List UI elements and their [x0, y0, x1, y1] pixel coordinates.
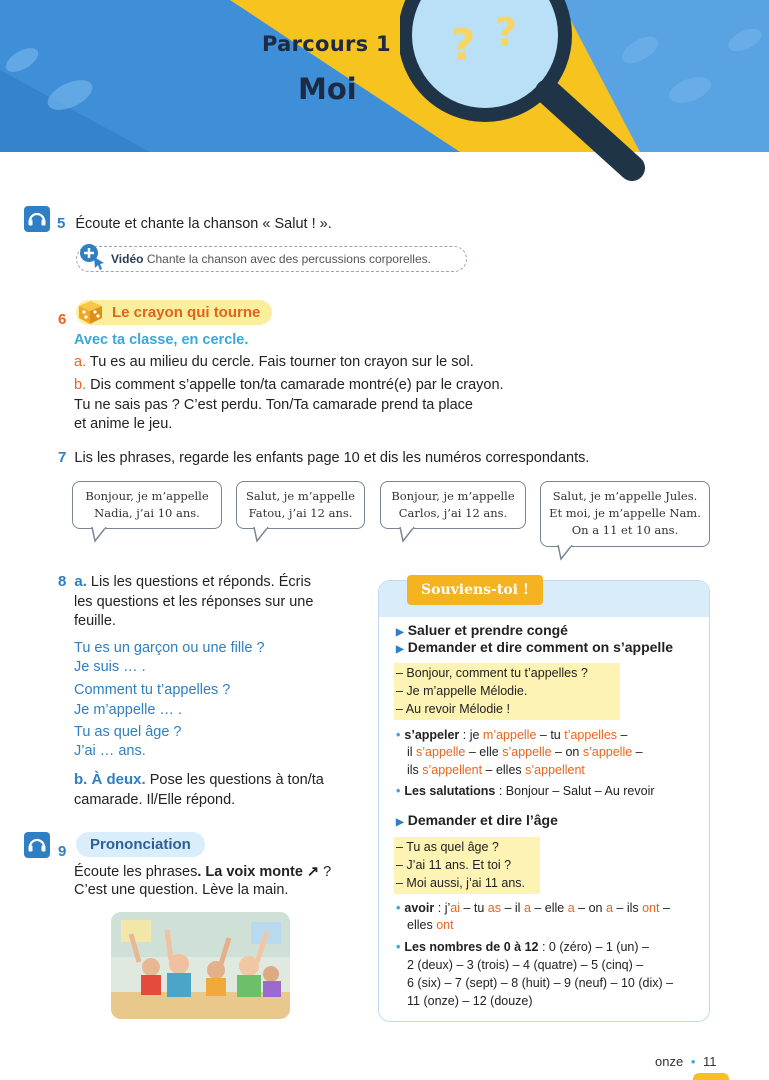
- dialog-line: – Bonjour, comment tu t’appelles ?: [396, 666, 588, 680]
- dice-icon: [75, 297, 105, 327]
- speech-bubble-fatou: Salut, je m’appelle Fatou, j’ai 12 ans.: [236, 481, 365, 529]
- triangle-bullet-icon: ▶: [396, 627, 404, 638]
- avoir-conjugation-line2: elles ont: [407, 918, 454, 932]
- bubble-tail: [398, 527, 418, 543]
- heading-saluer: ▶ Saluer et prendre congé: [396, 622, 568, 638]
- question-line: Tu as quel âge ?: [74, 724, 182, 740]
- answer-line: J’ai … ans.: [74, 743, 146, 759]
- sappeler-conjugation-line2: il s’appelle – elle s’appelle – on s’appelle –: [407, 745, 643, 759]
- souviens-toi-label: Souviens-toi !: [407, 575, 543, 605]
- exercise-6-b-line2: Tu ne sais pas ? C’est perdu. Ton/Ta camarade prend ta place: [74, 397, 473, 413]
- answer-line: Je suis … .: [74, 659, 146, 675]
- nombres-line3: 6 (six) – 7 (sept) – 8 (huit) – 9 (neuf) – 10 (dix) –: [407, 976, 674, 990]
- bubble-tail: [90, 527, 110, 543]
- exercise-8-a-line3: feuille.: [74, 613, 116, 629]
- speech-bubble-carlos: Bonjour, je m’appelle Carlos, j’ai 12 ans.: [380, 481, 526, 529]
- classroom-photo: [111, 912, 290, 1019]
- exercise-8-a: 8 a. Lis les questions et réponds. Écris: [58, 573, 311, 590]
- pronunciation-label: Prononciation: [76, 832, 205, 857]
- exercise-9-number: 9: [58, 843, 67, 860]
- headphones-icon[interactable]: [24, 206, 50, 232]
- dialog-line: – Tu as quel âge ?: [396, 840, 499, 854]
- video-plus-cursor-icon[interactable]: [78, 242, 108, 272]
- exercise-6-number: 6: [58, 311, 67, 328]
- exercise-6-b-line3: et anime le jeu.: [74, 416, 173, 432]
- parcours-title: Parcours 1: [262, 32, 391, 56]
- exercise-instruction: Écoute et chante la chanson « Salut ! ».: [75, 216, 332, 232]
- nombres-line4: 11 (onze) – 12 (douze): [407, 994, 533, 1008]
- dialog-line: – Je m’appelle Mélodie.: [396, 684, 528, 698]
- bullet-icon: •: [396, 901, 401, 915]
- header-blue-band: [0, 0, 769, 152]
- exercise-instruction: Lis les phrases, regarde les enfants page 10 et dis les numéros correspondants.: [74, 450, 590, 466]
- nombres-line2: 2 (deux) – 3 (trois) – 4 (quatre) – 5 (cinq) –: [407, 958, 644, 972]
- sappeler-conjugation: • s’appeler : je m’appelle – tu t’appelles –: [396, 728, 628, 742]
- triangle-bullet-icon: ▶: [396, 817, 404, 828]
- exercise-8-a-line2: les questions et les réponses sur une: [74, 594, 314, 610]
- exercise-9-line1: Écoute les phrases. La voix monte ↗ ?: [74, 864, 332, 880]
- bubble-tail: [252, 527, 272, 543]
- exercise-6-a: a. Tu es au milieu du cercle. Fais tourner ton crayon sur le sol.: [74, 354, 474, 370]
- dialog-line: – Au revoir Mélodie !: [396, 702, 510, 716]
- exercise-6-title: Le crayon qui tourne: [76, 300, 272, 325]
- bullet-icon: •: [690, 1054, 696, 1069]
- rising-arrow-icon: ↗: [302, 864, 320, 880]
- sappeler-conjugation-line3: ils s’appellent – elles s’appellent: [407, 763, 585, 777]
- triangle-bullet-icon: ▶: [396, 644, 404, 655]
- bullet-icon: •: [396, 784, 401, 798]
- page-header: [0, 0, 769, 152]
- page-tab: [693, 1073, 729, 1080]
- exercise-8-b-line2: camarade. Il/Elle répond.: [74, 792, 236, 808]
- avoir-conjugation: • avoir : j’ai – tu as – il a – elle a – on a – ils ont –: [396, 901, 670, 915]
- question-line: Tu es un garçon ou une fille ?: [74, 640, 265, 656]
- video-link[interactable]: [76, 246, 467, 272]
- parcours-subtitle: Moi: [298, 72, 357, 106]
- svg-text:?: ?: [495, 10, 518, 54]
- question-line: Comment tu t’appelles ?: [74, 682, 231, 698]
- exercise-number: 5: [57, 215, 66, 232]
- svg-text:?: ?: [450, 20, 476, 71]
- exercise-7: [58, 448, 589, 468]
- exercise-5: [57, 214, 332, 234]
- bullet-icon: •: [396, 728, 401, 742]
- bullet-icon: •: [396, 940, 401, 954]
- dialog-line: – Moi aussi, j’ai 11 ans.: [396, 876, 525, 890]
- video-text: Chante la chanson avec des percussions corporelles.: [146, 252, 431, 266]
- exercise-number: 7: [58, 449, 67, 466]
- video-label: Vidéo: [111, 252, 144, 266]
- nombres-line1: • Les nombres de 0 à 12 : 0 (zéro) – 1 (un) –: [396, 940, 649, 954]
- speech-bubble-nadia: Bonjour, je m’appelle Nadia, j’ai 10 ans.: [72, 481, 222, 529]
- headphones-icon[interactable]: [24, 832, 50, 858]
- speech-bubble-jules-nam: Salut, je m’appelle Jules. Et moi, je m’appelle Nam. On a 11 et 10 ans.: [540, 481, 710, 547]
- heading-age: ▶ Demander et dire l’âge: [396, 812, 558, 828]
- exercise-8-b: b. À deux. Pose les questions à ton/ta: [74, 771, 324, 788]
- page-number: onze • 11: [655, 1054, 717, 1069]
- answer-line: Je m’appelle … .: [74, 702, 182, 718]
- exercise-9-line2: C’est une question. Lève la main.: [74, 882, 289, 898]
- heading-sappeler: ▶ Demander et dire comment on s’appelle: [396, 639, 673, 655]
- bubble-tail: [556, 545, 576, 561]
- exercise-6-subtitle: Avec ta classe, en cercle.: [74, 332, 249, 348]
- salutations-line: • Les salutations : Bonjour – Salut – Au revoir: [396, 784, 655, 798]
- magnifier-icon: [400, 0, 650, 185]
- exercise-6-b: b. Dis comment s’appelle ton/ta camarade montré(e) par le crayon.: [74, 377, 504, 393]
- dialog-line: – J’ai 11 ans. Et toi ?: [396, 858, 512, 872]
